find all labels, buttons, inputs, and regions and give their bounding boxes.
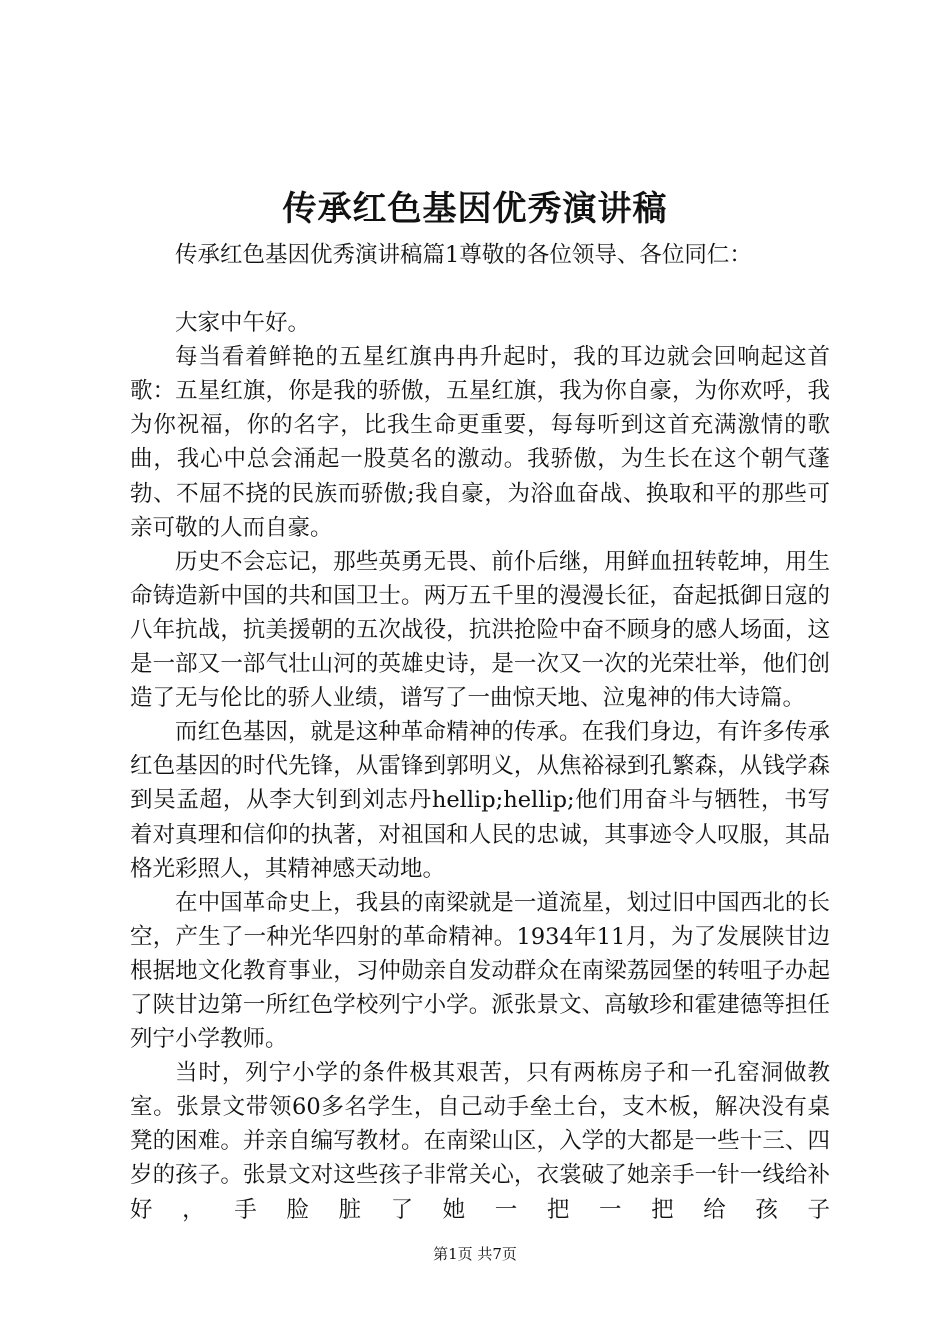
paragraph-flag: 每当看着鲜艳的五星红旗冉冉升起时，我的耳边就会回响起这首歌：五星红旗，你是我的骄傲，五星红旗，我为你自豪，为你欢呼，我为你祝福，你的名字，比我生命更重要，每每听到这首充满激情的歌曲，我心中总会涌起一股莫名的激动。我骄傲，为生长在这个朝气蓬勃、不屈不挠的民族而骄傲;我自豪，为浴血奋战、换取和平的那些可亲可敬的人而自豪。: [130, 344, 830, 541]
page-number: 第1页 共7页: [433, 1245, 517, 1263]
paragraph-lenin-school: 当时，列宁小学的条件极其艰苦，只有两栋房子和一孔窑洞做教室。张景文带领60多名学生，自己动手垒土台，支木板，解决没有桌凳的困难。并亲自编写教材。在南梁山区，入学的大都是一些十三、四岁的孩子。张景文对这些孩子非常关心，衣裳破了她亲手一针一线给补好，手脸脏了她一把一把给孩子: [130, 1060, 830, 1223]
paragraph-greeting: 大家中午好。: [175, 310, 311, 337]
document-body: [130, 238, 830, 1227]
paragraph-nanliang: 在中国革命史上，我县的南梁就是一道流星，划过旧中国西北的长空，产生了一种光华四射的革命精神。1934年11月，为了发展陕甘边根据地文化教育事业，习仲勋亲自发动群众在南梁荔园堡的转咀子办起了陕甘边第一所红色学校列宁小学。派张景文、高敏珍和霍建德等担任列宁小学教师。: [130, 889, 830, 1053]
document-title: 传承红色基因优秀演讲稿: [282, 189, 668, 229]
paragraph-history: 历史不会忘记，那些英勇无畏、前仆后继，用鲜血扭转乾坤，用生命铸造新中国的共和国卫士。两万五千里的漫漫长征，奋起抵御日寇的八年抗战，抗美援朝的五次战役，抗洪抢险中奋不顾身的感人场面，这是一部又一部气壮山河的英雄史诗，是一次又一次的光荣壮举，他们创造了无与伦比的骄人业绩，谱写了一曲惊天地、泣鬼神的伟大诗篇。: [130, 548, 830, 712]
paragraph-red-gene: 而红色基因，就是这种革命精神的传承。在我们身边，有许多传承红色基因的时代先锋，从雷锋到郭明义，从焦裕禄到孔繁森，从钱学森到吴孟超，从李大钊到刘志丹hellip;hellip;他们用奋斗与牺牲，书写着对真理和信仰的执著，对祖国和人民的忠诚，其事迹令人叹服，其品格光彩照人，其精神感天动地。: [130, 719, 830, 882]
paragraph-opening: 传承红色基因优秀演讲稿篇1尊敬的各位领导、各位同仁：: [175, 242, 752, 268]
